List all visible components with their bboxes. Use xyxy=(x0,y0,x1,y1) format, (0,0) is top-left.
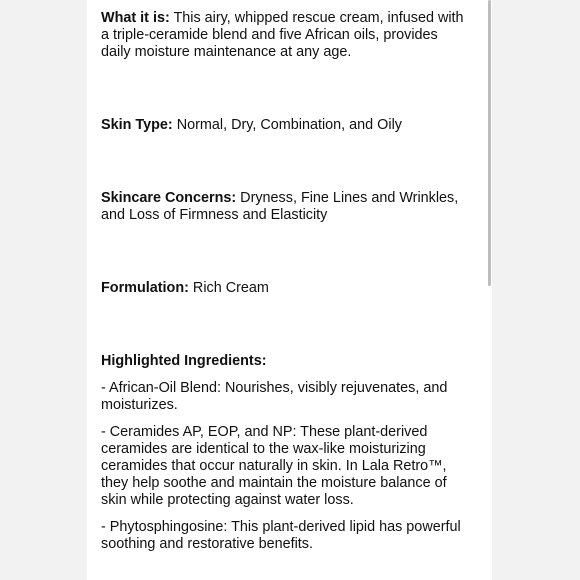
scrollbar-thumb[interactable] xyxy=(488,0,491,286)
skincare-concerns-label: Skincare Concerns: xyxy=(101,190,237,206)
product-description-panel[interactable] xyxy=(87,0,492,580)
what-it-is-text: This airy, whipped rescue cream, infused with a triple-ceramide blend and five African oils, provides daily moisture maintenance at any age. xyxy=(101,10,464,60)
skin-type-label: Skin Type: xyxy=(101,117,173,133)
formulation-paragraph xyxy=(101,280,469,297)
ingredient-item: - African-Oil Blend: Nourishes, visibly rejuvenates, and moisturizes. xyxy=(101,380,448,413)
formulation-label: Formulation: xyxy=(101,280,189,296)
what-it-is-label: What it is: xyxy=(101,10,170,26)
vertical-scrollbar[interactable] xyxy=(486,0,492,580)
highlighted-ingredients-heading xyxy=(101,353,469,370)
ingredient-item: - Phytosphingosine: This plant-derived lipid has powerful soothing and restorative benefits. xyxy=(101,519,461,552)
what-it-is-paragraph xyxy=(101,10,469,61)
ingredient-item: - Ceramides AP, EOP, and NP: These plant-derived ceramides are identical to the wax-like moisturizing ceramides that occur naturally in skin. In Lala Retro™, they help soothe and maintain the moisture balance of skin while protecting against water loss. xyxy=(101,424,447,508)
skin-type-text: Normal, Dry, Combination, and Oily xyxy=(172,117,402,133)
skincare-concerns-text: Dryness, Fine Lines and Wrinkles, and Loss of Firmness and Elasticity xyxy=(101,190,459,223)
formulation-text: Rich Cream xyxy=(188,280,269,296)
highlighted-ingredients-label: Highlighted Ingredients: xyxy=(101,353,267,369)
description-content xyxy=(101,10,469,553)
skincare-concerns-paragraph xyxy=(101,190,469,224)
skin-type-paragraph xyxy=(101,117,469,134)
